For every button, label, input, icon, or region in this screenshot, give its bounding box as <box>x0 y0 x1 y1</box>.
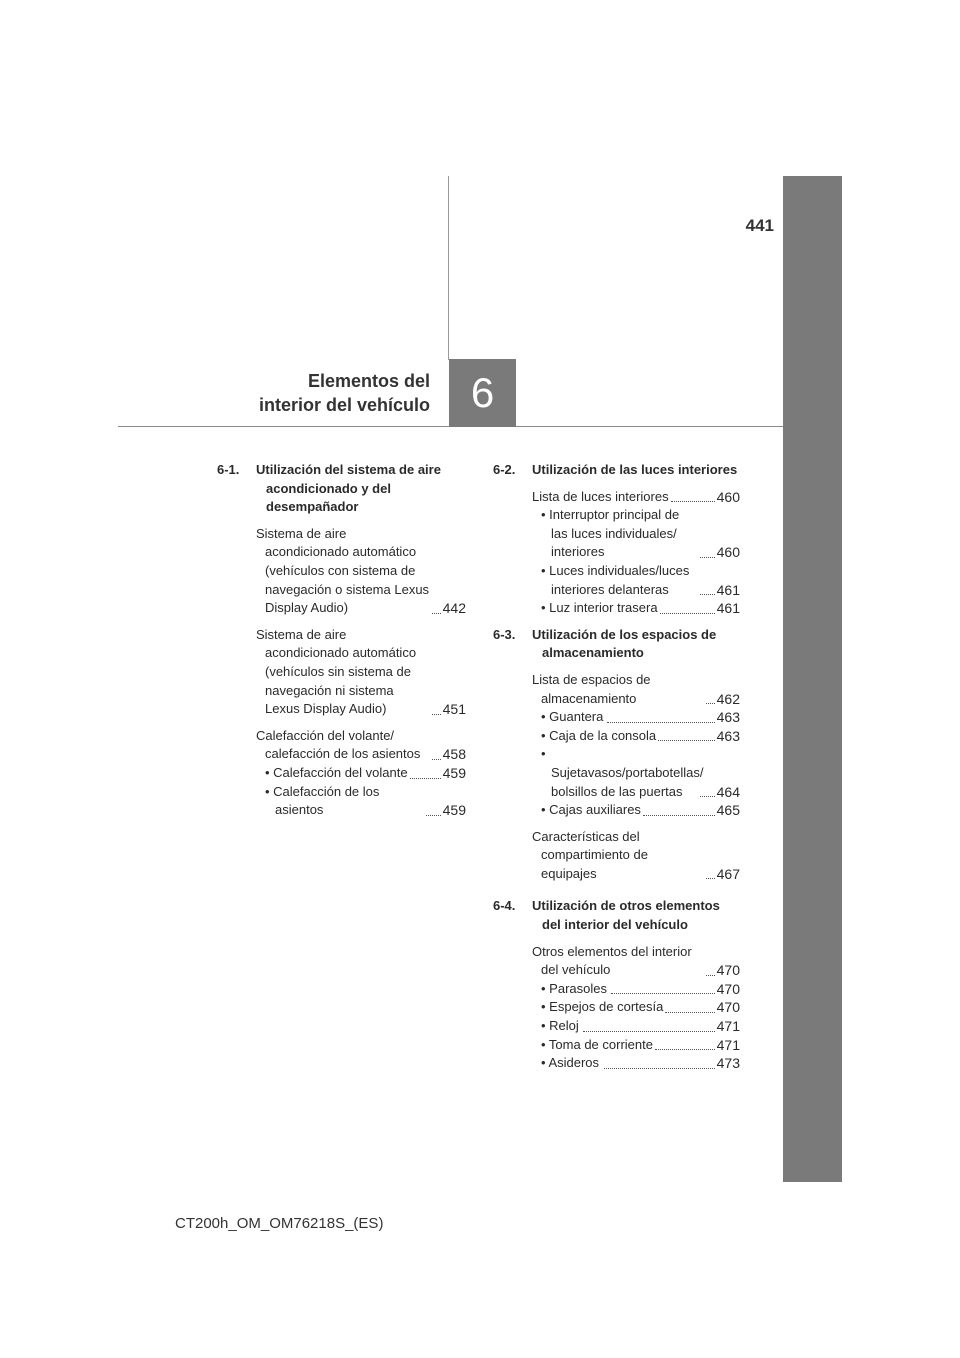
toc-entry[interactable] <box>532 943 740 980</box>
subentry-text: • Cajas auxiliares <box>541 802 641 818</box>
toc-section-6-3[interactable] <box>493 626 740 663</box>
chapter-title <box>230 369 430 417</box>
subentry-page: 461 <box>716 600 740 617</box>
leader-dots <box>665 1012 714 1013</box>
subentry-page: 464 <box>716 783 740 800</box>
toc-subentry[interactable] <box>541 745 740 801</box>
leader-dots <box>643 815 715 816</box>
chapter-title-line1: Elementos del <box>307 371 430 391</box>
section-title: Utilización del sistema de aire acondicionado y del desempañador <box>256 462 441 515</box>
subentry-text: • Espejos de cortesía <box>541 999 664 1015</box>
entry-page: 462 <box>716 690 740 707</box>
toc-subentry[interactable] <box>541 1054 740 1073</box>
toc-subentry[interactable] <box>541 562 740 599</box>
subentry-page: 470 <box>716 999 740 1016</box>
document-footer-code: CT200h_OM_OM76218S_(ES) <box>175 1215 384 1232</box>
subentry-text: • Asideros <box>541 1055 600 1071</box>
leader-dots <box>671 501 715 502</box>
toc-subentry[interactable] <box>541 727 740 746</box>
chapter-number-box: 6 <box>449 359 516 427</box>
chapter-side-tab <box>783 176 842 1182</box>
subentry-text: • Luces individuales/luces interiores delanteras <box>541 562 690 597</box>
leader-dots <box>706 878 714 879</box>
subentry-text: • Parasoles <box>541 980 607 996</box>
leader-dots <box>706 975 714 976</box>
toc-subentry[interactable] <box>541 801 740 820</box>
section-title: Utilización de los espacios de almacenamiento <box>532 626 717 661</box>
toc-subentry[interactable] <box>265 764 466 783</box>
toc-subentry[interactable] <box>541 506 740 562</box>
leader-dots <box>660 613 715 614</box>
toc-section-6-4[interactable] <box>493 897 740 934</box>
leader-dots <box>432 714 441 715</box>
leader-dots <box>700 796 714 797</box>
entry-text: Características del compartimiento de equipajes <box>532 828 648 881</box>
toc-column-right <box>493 461 740 1073</box>
toc-subentry[interactable] <box>541 998 740 1017</box>
entry-text: Sistema de aire acondicionado automático (vehículos sin sistema de navegación ni sistema Lexus Display Audio) <box>256 626 417 717</box>
subentry-page: 465 <box>716 802 740 819</box>
entry-text: Sistema de aire acondicionado automático (vehículos con sistema de navegación o sistema Lexus Display Audio) <box>256 525 430 616</box>
entry-page: 470 <box>716 962 740 979</box>
toc-entry[interactable] <box>256 727 466 764</box>
subentry-text: • Sujetavasos/portabotellas/ bolsillos de las puertas <box>541 746 704 799</box>
subentry-page: 471 <box>716 1018 740 1035</box>
toc-subentry[interactable] <box>541 1017 740 1036</box>
entry-text: Calefacción del volante/ calefacción de los asientos <box>256 727 421 762</box>
leader-dots <box>604 1068 715 1069</box>
page-number: 441 <box>745 216 774 235</box>
subentry-page: 470 <box>716 980 740 997</box>
leader-dots <box>700 594 714 595</box>
subentry-text: • Luz interior trasera <box>541 600 658 616</box>
subentry-text: • Toma de corriente <box>541 1036 653 1052</box>
subentry-text: • Guantera <box>541 709 604 725</box>
entry-page: 458 <box>442 746 466 763</box>
leader-dots <box>607 722 714 723</box>
subentry-page: 463 <box>716 709 740 726</box>
leader-dots <box>655 1049 715 1050</box>
leader-dots <box>658 740 715 741</box>
subentry-page: 471 <box>716 1036 740 1053</box>
toc-column-left <box>217 461 466 820</box>
toc-section-6-2[interactable] <box>493 461 740 480</box>
entry-text: Lista de espacios de almacenamiento <box>532 671 651 706</box>
subentry-page: 473 <box>716 1055 740 1072</box>
subentry-text: • Calefacción del volante <box>265 764 408 780</box>
entry-page: 460 <box>716 488 740 505</box>
section-number: 6-2. <box>493 462 516 477</box>
toc-entry[interactable] <box>532 488 740 507</box>
entry-page: 467 <box>716 865 740 882</box>
entry-page: 442 <box>442 600 466 617</box>
toc-entry[interactable] <box>532 671 740 708</box>
section-title: Utilización de las luces interiores <box>532 462 738 477</box>
leader-dots <box>611 993 715 994</box>
toc-subentry[interactable] <box>541 980 740 999</box>
subentry-text: • Caja de la consola <box>541 727 657 743</box>
entry-page: 451 <box>442 701 466 718</box>
section-number: 6-3. <box>493 626 516 642</box>
leader-dots <box>700 557 714 558</box>
entry-text: Otros elementos del interior del vehículo <box>532 943 692 978</box>
chapter-title-line2: interior del vehículo <box>258 395 430 415</box>
leader-dots <box>410 778 441 779</box>
toc-subentry[interactable] <box>541 599 740 618</box>
leader-dots <box>706 703 714 704</box>
subentry-text: • Interruptor principal de las luces individuales/ interiores <box>541 507 680 560</box>
subentry-page: 461 <box>716 581 740 598</box>
toc-subentry[interactable] <box>265 783 466 820</box>
toc-subentry[interactable] <box>541 1036 740 1055</box>
toc-entry[interactable] <box>532 828 740 884</box>
subentry-text: • Calefacción de los asientos <box>265 783 380 818</box>
section-number: 6-1. <box>217 462 240 477</box>
subentry-page: 460 <box>716 544 740 561</box>
leader-dots <box>432 613 441 614</box>
subentry-page: 459 <box>442 802 466 819</box>
entry-text: Lista de luces interiores <box>532 488 669 504</box>
section-number: 6-4. <box>493 898 516 914</box>
leader-dots <box>432 759 441 760</box>
header-vertical-rule <box>448 176 449 360</box>
subentry-page: 463 <box>716 727 740 744</box>
toc-entry[interactable] <box>256 525 466 618</box>
toc-entry[interactable] <box>256 626 466 719</box>
leader-dots <box>583 1031 715 1032</box>
toc-subentry[interactable] <box>541 708 740 727</box>
section-title: Utilización de otros elementos del interior del vehículo <box>532 898 720 933</box>
subentry-text: • Reloj <box>541 1018 579 1034</box>
leader-dots <box>426 815 441 816</box>
toc-section-6-1[interactable] <box>217 461 466 517</box>
subentry-page: 459 <box>442 764 466 781</box>
